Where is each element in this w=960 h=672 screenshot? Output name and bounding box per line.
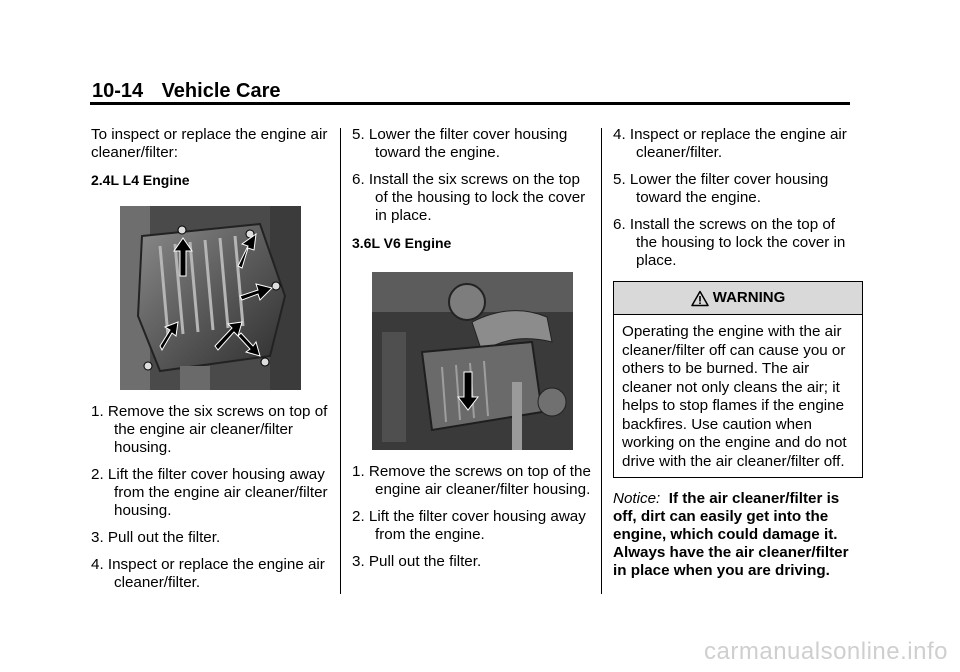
engine-label-v6: 3.6L V6 Engine [352,235,452,251]
v6-step-1: 1. Remove the screws on top of the engine air cleaner/filter housing. [352,463,591,498]
l4-step-2: 2. Lift the filter cover housing away from the engine air cleaner/filter housing. [91,466,328,519]
v6-step-2: 2. Lift the filter cover housing away from the engine. [352,508,586,543]
column-divider-2 [601,128,602,594]
l4-step-5: 5. Lower the filter cover housing toward the engine. [352,126,568,161]
v6-step-3: 3. Pull out the filter. [352,553,482,570]
warning-title: WARNING [712,289,786,306]
intro-text: To inspect or replace the engine air cleaner/filter: [91,126,328,161]
warning-text: Operating the engine with the air cleaner/filter off can cause you or others to be burned. The air cleaner not only cleans the air; it helps to stop flames if the engine backfires. Use caution when working on the engine and do not drive with the air cleaner/filter off. [622,323,847,470]
warning-triangle-icon [691,290,709,307]
engine-label-l4: 2.4L L4 Engine [91,172,190,188]
column-1 [91,126,331,601]
l4-step-3: 3. Pull out the filter. [91,529,221,546]
watermark: carmanualsonline.info [704,638,948,665]
warning-header [614,282,862,315]
v6-engine-air-cleaner-photo [372,272,573,450]
notice-paragraph [613,490,851,580]
column-3 [613,126,851,589]
column-divider-1 [340,128,341,594]
column-2 [352,126,594,580]
section-title: Vehicle Care [161,80,281,102]
l4-engine-air-cleaner-photo [120,206,301,390]
page-header [92,80,281,103]
v6-step-4: 4. Inspect or replace the engine air cleaner/filter. [613,126,847,161]
l4-step-4: 4. Inspect or replace the engine air cleaner/filter. [91,556,325,591]
l4-step-6: 6. Install the six screws on the top of the housing to lock the cover in place. [352,171,586,224]
notice-label: Notice: [613,490,661,507]
header-rule [90,102,850,105]
warning-box [613,281,863,478]
page-number: 10-14 [92,80,144,102]
l4-step-1: 1. Remove the six screws on top of the engine air cleaner/filter housing. [91,403,328,456]
v6-step-5: 5. Lower the filter cover housing toward the engine. [613,171,829,206]
notice-text: If the air cleaner/filter is off, dirt can easily get into the engine, which could damage it. Always have the air cleaner/filter in place when you are driving. [613,490,849,579]
v6-step-6: 6. Install the screws on the top of the housing to lock the cover in place. [613,216,846,269]
